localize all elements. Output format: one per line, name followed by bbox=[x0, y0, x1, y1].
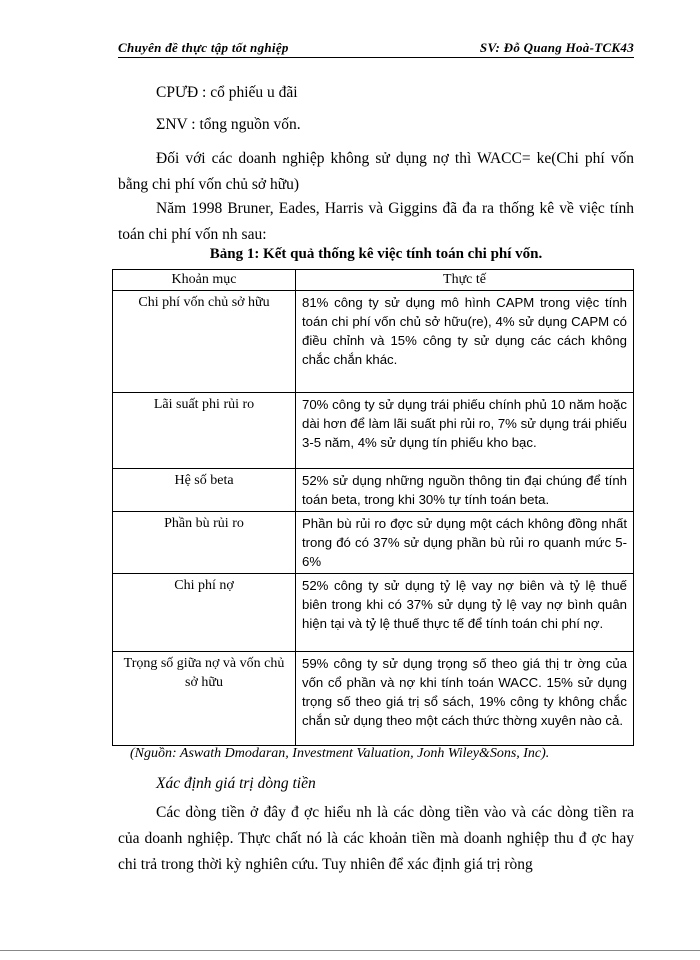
row-fact: 52% sử dụng những nguồn thông tin đại chúng để tính toán beta, trong khi 30% tự tính toán beta. bbox=[296, 469, 634, 512]
row-fact: Phần bù rủi ro đợc sử dụng một cách không đồng nhất trong đó có 37% sử dụng phần bù rủi ro quanh mức 5-6% bbox=[296, 512, 634, 574]
statistics-table bbox=[112, 269, 634, 746]
row-item: Chi phí nợ bbox=[113, 574, 296, 652]
row-item: Hệ số beta bbox=[113, 469, 296, 512]
table-row bbox=[113, 574, 634, 652]
header-left: Chuyên đề thực tập tốt nghiệp bbox=[118, 40, 289, 55]
table-header-row bbox=[113, 270, 634, 291]
table-row bbox=[113, 512, 634, 574]
page-bottom-rule bbox=[0, 950, 700, 951]
row-item: Lãi suất phi rủi ro bbox=[113, 393, 296, 469]
table-row bbox=[113, 652, 634, 746]
sigma-symbol: Σ bbox=[156, 116, 166, 133]
row-fact: 81% công ty sử dụng mô hình CAPM trong việc tính toán chi phí vốn chủ sở hữu(re), 4% sử dụng CAPM có điều chỉnh và 15% công ty sử dụng các cách không chắc chắn khác. bbox=[296, 291, 634, 393]
row-fact: 70% công ty sử dụng trái phiếu chính phủ 10 năm hoặc dài hơn để làm lãi suất phi rủi ro, 7% sử dụng trái phiếu 3-5 năm, 4% sử dụng tín phiếu kho bạc. bbox=[296, 393, 634, 469]
table-row bbox=[113, 469, 634, 512]
paragraph-cashflow: Các dòng tiền ở đây đ ợc hiểu nh là các dòng tiền vào và các dòng tiền ra của doanh nghiệp. Thực chất nó là các khoản tiền mà doanh nghiệp thu đ ợc hay chi trả trong thời kỳ nghiên cứu. Tuy nhiên để xác định giá trị ròng bbox=[118, 804, 634, 873]
page-header bbox=[118, 40, 634, 58]
row-item: Chi phí vốn chủ sở hữu bbox=[113, 291, 296, 393]
header-rule bbox=[118, 57, 634, 58]
header-fact: Thực tế bbox=[296, 270, 634, 291]
def-nv-text: NV : tổng nguồn vốn. bbox=[165, 116, 301, 133]
table-caption: Bảng 1: Kết quả thống kê việc tính toán chi phí vốn. bbox=[209, 246, 543, 262]
row-fact: 59% công ty sử dụng trọng số theo giá thị tr ờng của vốn cổ phần và nợ khi tính toán WACC. 15% sử dụng trọng số theo giá trị sổ sách, 19% công ty không chắc chắn sử dụng theo một cách thức thờng xuyên nào cả. bbox=[296, 652, 634, 746]
paragraph-wacc: Đối với các doanh nghiệp không sử dụng nợ thì WACC= ke(Chi phí vốn bằng chi phí vốn chủ sở hữu) bbox=[118, 150, 634, 193]
header-item: Khoản mục bbox=[113, 270, 296, 291]
section-subheading: Xác định giá trị dòng tiền bbox=[156, 775, 316, 792]
table-source: (Nguồn: Aswath Dmodaran, Investment Valuation, Jonh Wiley&Sons, Inc). bbox=[130, 746, 550, 761]
def-cpud: CPƯĐ : cổ phiếu u đãi bbox=[156, 84, 298, 101]
header-right: SV: Đỗ Quang Hoà-TCK43 bbox=[479, 40, 634, 55]
row-item: Phần bù rủi ro bbox=[113, 512, 296, 574]
row-fact: 52% công ty sử dụng tỷ lệ vay nợ biên và tỷ lệ thuế biên trong khi có 37% sử dụng tỷ lệ vay nợ bình quân hiện tại và tỷ lệ thuế thực tế để tính toán chi phí nợ. bbox=[296, 574, 634, 652]
table-row bbox=[113, 393, 634, 469]
def-nv bbox=[156, 112, 672, 138]
row-item: Trọng số giữa nợ và vốn chủ sở hữu bbox=[113, 652, 296, 746]
table-row bbox=[113, 291, 634, 393]
paragraph-survey: Năm 1998 Bruner, Eades, Harris và Giggins đã đa ra thống kê về việc tính toán chi phí vốn nh sau: bbox=[118, 200, 634, 243]
